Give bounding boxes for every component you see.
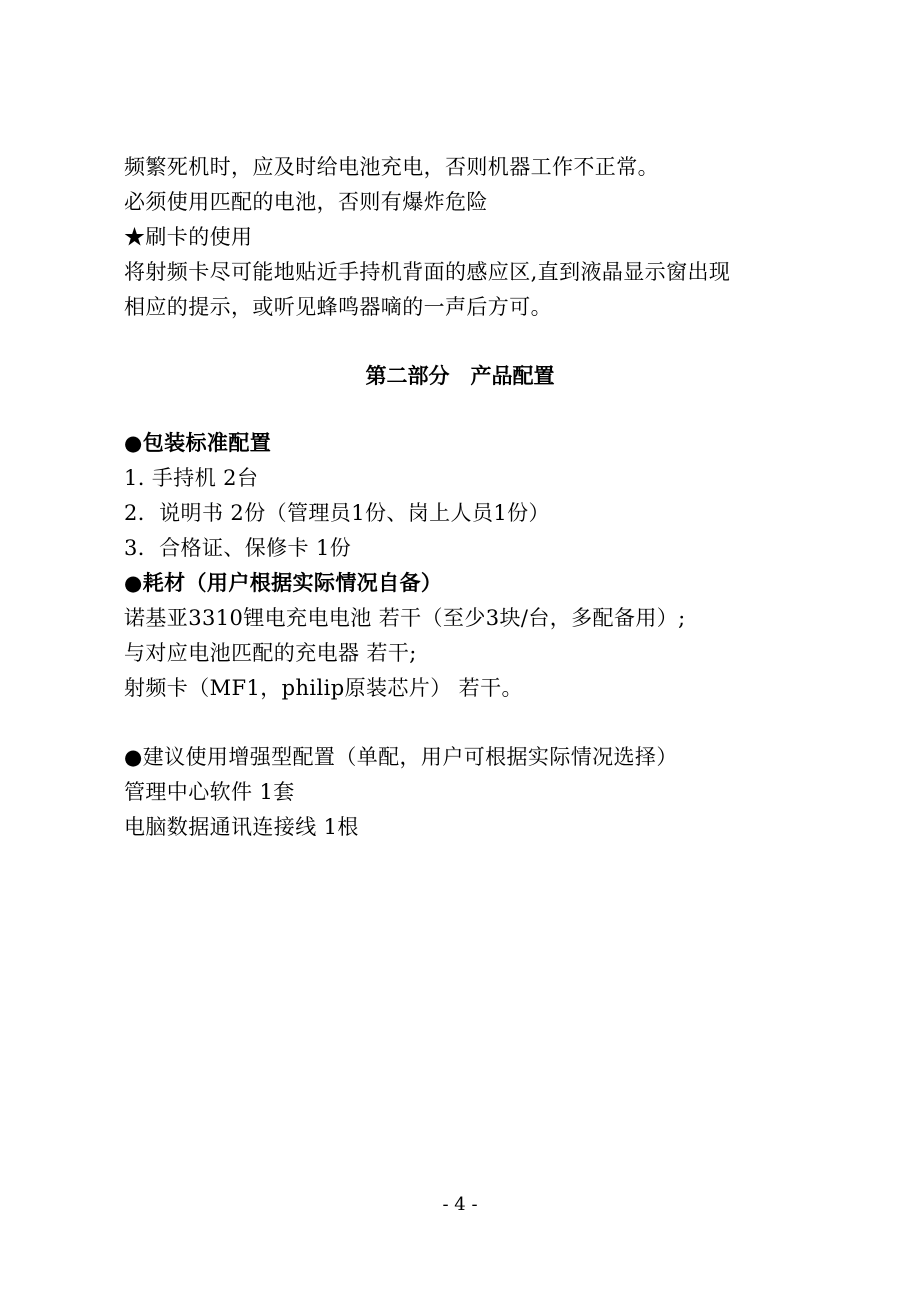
recommended-heading: ●建议使用增强型配置（单配，用户可根据实际情况选择） (124, 745, 678, 769)
consumables-heading: ●耗材（用户根据实际情况自备） (124, 570, 443, 595)
recommended-item-software: 管理中心软件 1套 (124, 780, 295, 804)
section-title: 第二部分 产品配置 (365, 363, 555, 388)
consumables-item-rf-card: 射频卡（MF1，philip原装芯片） 若干。 (124, 676, 523, 700)
intro-line-battery-charge: 频繁死机时，应及时给电池充电，否则机器工作不正常。 (124, 155, 659, 179)
page-number: - 4 - (442, 1194, 478, 1215)
intro-line-card-usage-heading: ★刷卡的使用 (124, 225, 253, 249)
consumables-item-battery: 诺基亚3310锂电充电电池 若干（至少3块/台，多配备用）; (124, 606, 686, 630)
package-item-manual: 2．说明书 2份（管理员1份、岗上人员1份） (124, 501, 550, 525)
package-item-handheld: 1. 手持机 2台 (124, 466, 259, 490)
package-item-certificate: 3．合格证、保修卡 1份 (124, 536, 352, 560)
intro-line-battery-warning: 必须使用匹配的电池，否则有爆炸危险 (124, 190, 488, 214)
recommended-item-cable: 电脑数据通讯连接线 1根 (124, 815, 359, 839)
package-heading: ●包装标准配置 (124, 430, 272, 455)
intro-line-card-usage-result: 相应的提示，或听见蜂鸣器嘀的一声后方可。 (124, 295, 552, 319)
intro-line-card-usage-instruction: 将射频卡尽可能地贴近手持机背面的感应区,直到液晶显示窗出现 (124, 260, 731, 284)
consumables-item-charger: 与对应电池匹配的充电器 若干; (124, 641, 417, 665)
